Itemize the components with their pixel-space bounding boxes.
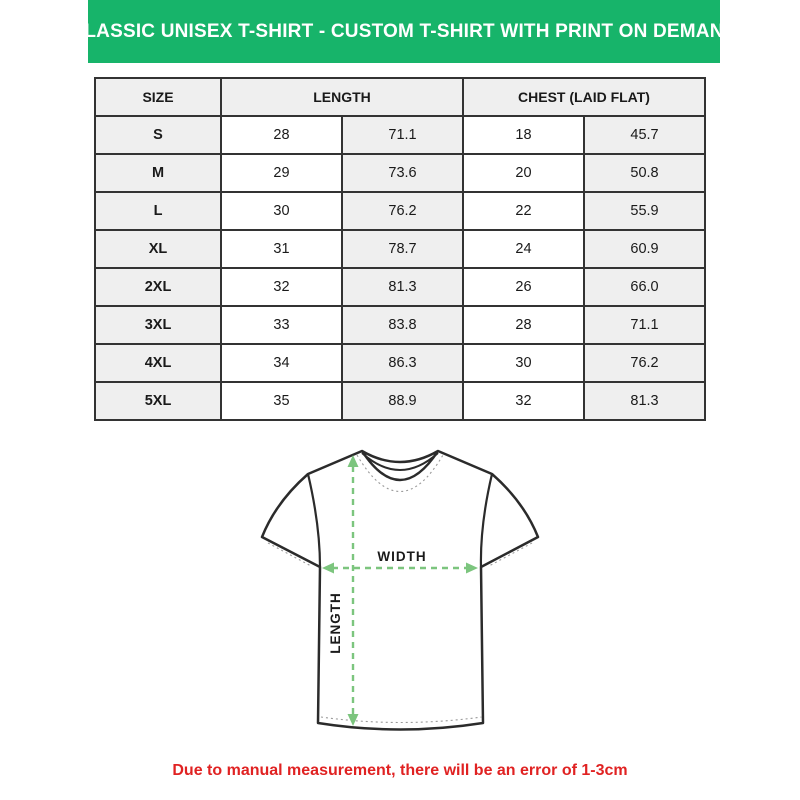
table-row (95, 344, 705, 382)
length-cm-cell: 71.1 (342, 116, 463, 154)
length-in-cell: 32 (221, 268, 342, 306)
table-row (95, 116, 705, 154)
chest-cm-cell: 81.3 (584, 382, 705, 420)
size-cell: L (95, 192, 221, 230)
header-row (95, 78, 705, 116)
length-in-cell: 33 (221, 306, 342, 344)
chest-cm-cell: 60.9 (584, 230, 705, 268)
length-label: LENGTH (328, 592, 343, 654)
table-row (95, 154, 705, 192)
length-cm-cell: 83.8 (342, 306, 463, 344)
chest-cm-cell: 66.0 (584, 268, 705, 306)
length-in-cell: 31 (221, 230, 342, 268)
tshirt-outline (262, 451, 538, 730)
length-cm-cell: 78.7 (342, 230, 463, 268)
length-column-header: LENGTH (221, 78, 463, 116)
table-row (95, 192, 705, 230)
size-cell: S (95, 116, 221, 154)
length-cm-cell: 81.3 (342, 268, 463, 306)
tshirt-measurement-diagram (240, 430, 560, 750)
table-row (95, 306, 705, 344)
length-in-cell: 30 (221, 192, 342, 230)
length-cm-cell: 76.2 (342, 192, 463, 230)
chest-in-cell: 32 (463, 382, 584, 420)
chest-cm-cell: 71.1 (584, 306, 705, 344)
size-cell: 4XL (95, 344, 221, 382)
length-in-cell: 29 (221, 154, 342, 192)
table-row (95, 382, 705, 420)
length-in-cell: 35 (221, 382, 342, 420)
chest-in-cell: 24 (463, 230, 584, 268)
table-row (95, 230, 705, 268)
chest-in-cell: 28 (463, 306, 584, 344)
table-row (95, 268, 705, 306)
length-cm-cell: 86.3 (342, 344, 463, 382)
chest-cm-cell: 55.9 (584, 192, 705, 230)
size-cell: 5XL (95, 382, 221, 420)
size-chart-table (94, 77, 706, 421)
measurement-disclaimer: Due to manual measurement, there will be an error of 1-3cm (172, 762, 628, 779)
chest-in-cell: 30 (463, 344, 584, 382)
length-cm-cell: 88.9 (342, 382, 463, 420)
chest-in-cell: 18 (463, 116, 584, 154)
size-column-header: SIZE (95, 78, 221, 116)
width-label: WIDTH (377, 549, 427, 564)
length-in-cell: 34 (221, 344, 342, 382)
page-title: CLASSIC UNISEX T-SHIRT - CUSTOM T-SHIRT WITH PRINT ON DEMAND (70, 20, 738, 42)
chest-in-cell: 26 (463, 268, 584, 306)
length-cm-cell: 73.6 (342, 154, 463, 192)
chest-cm-cell: 45.7 (584, 116, 705, 154)
title-banner (70, 0, 738, 63)
size-cell: 3XL (95, 306, 221, 344)
size-cell: 2XL (95, 268, 221, 306)
chest-column-header: CHEST (LAID FLAT) (463, 78, 705, 116)
chest-cm-cell: 76.2 (584, 344, 705, 382)
length-in-cell: 28 (221, 116, 342, 154)
chest-in-cell: 22 (463, 192, 584, 230)
chest-in-cell: 20 (463, 154, 584, 192)
size-cell: XL (95, 230, 221, 268)
chest-cm-cell: 50.8 (584, 154, 705, 192)
size-cell: M (95, 154, 221, 192)
